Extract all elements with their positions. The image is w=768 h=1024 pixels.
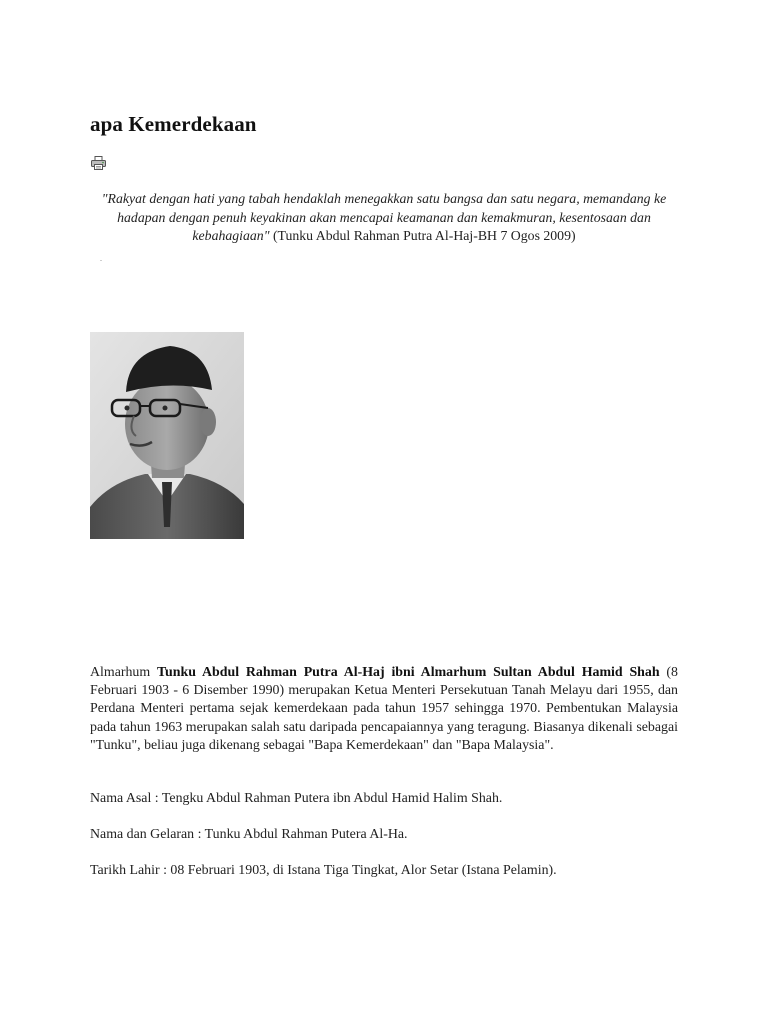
fact-name-title: Nama dan Gelaran : Tunku Abdul Rahman Putera Al-Ha. [90,827,408,842]
fact-original-name: Nama Asal : Tengku Abdul Rahman Putera ibn Abdul Hamid Halim Shah. [90,791,503,806]
portrait-photo [90,332,244,539]
quote-attribution: (Tunku Abdul Rahman Putra Al-Haj-BH 7 Ogos 2009) [272,228,576,243]
intro-paragraph [90,664,678,755]
intro-body: (8 Februari 1903 - 6 Disember 1990) merupakan Ketua Menteri Persekutuan Tanah Melayu dari 1955, dan Perdana Menteri pertama sejak kemerdekaan pada tahun 1957 sehingga 1970. Pembentukan Malaysia pada tahun 1963 merupakan salah satu daripada pencapaiannya yang teragung. Biasanya dikenali sebagai "Tunku", beliau juga dikenang sebagai "Bapa Kemerdekaan" dan "Bapa Malaysia". [90,665,678,753]
intro-prefix: Almarhum [90,665,158,680]
quote-block [90,190,678,246]
fact-birth-date: Tarikh Lahir : 08 Februari 1903, di Istana Tiga Tingkat, Alor Setar (Istana Pelamin). [90,863,557,878]
divider [100,260,102,261]
page-title: apa Kemerdekaan [90,112,257,136]
subject-name: Tunku Abdul Rahman Putra Al-Haj ibni Almarhum Sultan Abdul Hamid Shah [157,665,660,680]
printer-icon[interactable] [91,156,106,170]
quote-text: "Rakyat dengan hati yang tabah hendaklah menegakkan satu bangsa dan satu negara, memandang ke hadapan dengan penuh keyakinan akan mencapai keamanan dan kemakmuran, kesentosaan dan kebahagiaan" [101,191,667,243]
